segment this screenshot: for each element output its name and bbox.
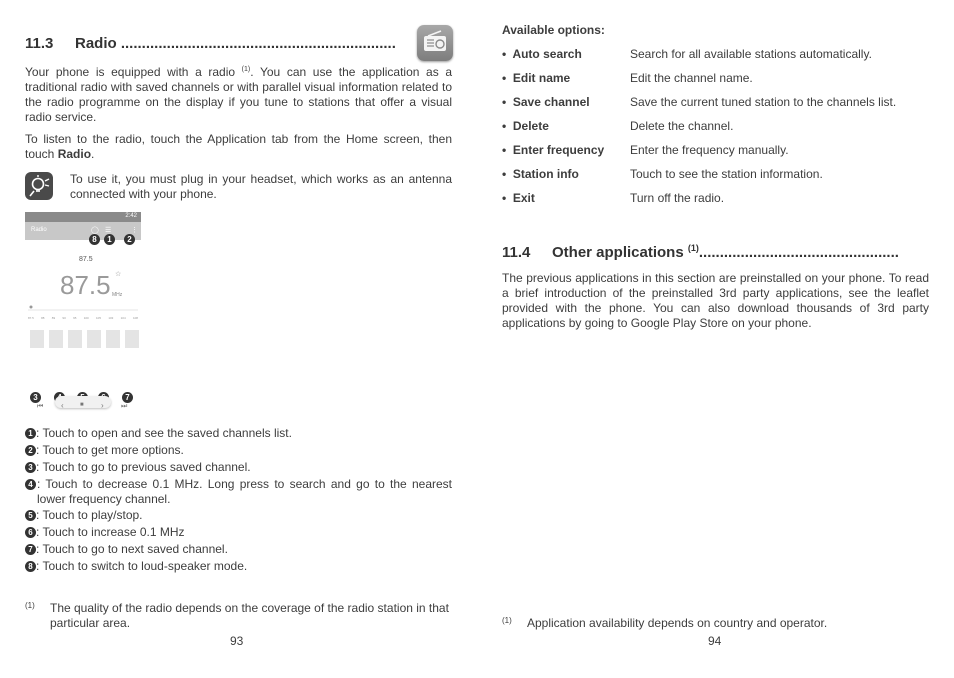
tip-text: To use it, you must plug in your headset, which works as an antenna connected with your phone. [70, 172, 452, 201]
legend-item: 3 : Touch to go to previous saved channel. [25, 460, 452, 475]
radio-screenshot [25, 212, 141, 414]
footnote-marker: (1) [502, 616, 512, 625]
section-number: 11.4 [502, 244, 531, 261]
intro-paragraph-1: Your phone is equipped with a radio $^{(1)}$. You can use the application as a traditional radio with saved channels or with parallel visual information related to the radio programme on the display if you tune to stations that offer a visual radio service. [25, 65, 453, 124]
legend-item: 2 : Touch to get more options. [25, 443, 452, 458]
section-heading-radio [25, 35, 417, 52]
previous-channel-icon[interactable]: ⏮ [37, 403, 44, 410]
footnote-ref: (1) [241, 66, 251, 73]
callout-8: 8 [89, 234, 100, 245]
ruler-label: 90 [62, 316, 66, 320]
footnote [502, 616, 929, 631]
preset-slot[interactable] [30, 330, 44, 348]
frequency-small: 87.5 [79, 256, 93, 263]
next-channel-icon[interactable]: ⏭ [121, 403, 128, 410]
legend-item: 1 : Touch to open and see the saved channels list. [25, 426, 452, 441]
legend-item: 7 : Touch to go to next saved channel. [25, 542, 452, 557]
ruler-label: 108 [132, 316, 138, 320]
preset-slot[interactable] [106, 330, 120, 348]
options-heading: Available options: [502, 23, 605, 37]
section-heading-other-apps [502, 243, 929, 261]
legend-item: 8 : Touch to switch to loud-speaker mode. [25, 559, 452, 574]
preset-slot[interactable] [49, 330, 63, 348]
footnote-ref: (1) [687, 243, 699, 253]
preset-slot[interactable] [68, 330, 82, 348]
footnote-text: The quality of the radio depends on the coverage of the radio station in that particular area. [50, 601, 449, 630]
page-number: 93 [230, 634, 244, 648]
callout-2: 2 [124, 234, 135, 245]
page-right: Available options: • Auto search Search for all available stations automatically. • Edit name Edit the channel name. • Save channel Save the current tuned station to the channels list. • Delete Delete the channel. • Enter frequency Enter the frequency manually. • Station info Touch to see the station information. • Exit Turn off the radio. 11.4 Other applications $^{(1)}$................................................ The previous applications in this section are preinstalled on your phone. To read a brief introduction of the preinstalled 3rd party applications, see the leaflet provided with the phone. You can also download thousands of 3rd party applications by going to Google Play Store on your phone. (1) Application availability depends on country and operator. 94 [502, 23, 929, 648]
intro-paragraph-2: To listen to the radio, touch the Application tab from the Home screen, then touch Radio. [25, 132, 452, 161]
legend-item: 4 : Touch to decrease 0.1 MHz. Long press to search and go to the nearest lower frequency channel. [25, 477, 452, 507]
footnote-marker: (1) [25, 601, 35, 610]
frequency-display: 87.5 [60, 270, 111, 300]
frequency-unit: MHz [112, 292, 123, 298]
legend-item: 6 : Touch to increase 0.1 MHz [25, 525, 452, 540]
tip-icon [25, 172, 53, 200]
footnote-text: Application availability depends on country and operator. [527, 616, 828, 630]
decrease-frequency-icon[interactable]: ‹ [61, 401, 64, 410]
lightbulb-icon [25, 172, 53, 200]
ruler-label: 105 [96, 316, 102, 320]
app-title: Radio [31, 227, 47, 233]
ruler-label: 100 [83, 316, 89, 320]
callout-3: 3 [30, 392, 41, 403]
ruler-label: 89 [51, 316, 56, 320]
section-number: 11.3 [25, 35, 54, 52]
footnote [25, 601, 452, 631]
preset-slot[interactable] [125, 330, 139, 348]
callout-1: 1 [104, 234, 115, 245]
play-stop-icon[interactable]: ■ [80, 402, 84, 408]
ruler-label: 104 [120, 316, 126, 320]
ruler-labels [28, 316, 138, 320]
favorite-star-icon[interactable]: ☆ [115, 271, 122, 278]
preset-slot[interactable] [87, 330, 101, 348]
page-left [25, 20, 452, 660]
section-title-dots: ................................................ [698, 244, 899, 261]
ruler-label: 87.5 [28, 316, 34, 320]
section-title: Radio .................................................................. [75, 35, 396, 52]
section-title: Other applications [552, 244, 684, 261]
radio-icon [417, 25, 453, 61]
ruler-label: 95 [73, 316, 77, 320]
legend-item: 5 : Touch to play/stop. [25, 508, 452, 523]
ruler-label: 103 [108, 316, 114, 320]
more-options-icon[interactable]: ⋮ [131, 227, 138, 234]
page-number: 94 [708, 634, 722, 648]
callout-7: 7 [122, 392, 133, 403]
headset-icon[interactable]: ◯ [91, 227, 99, 234]
list-icon[interactable]: ☰ [105, 227, 112, 234]
increase-frequency-icon[interactable]: › [101, 401, 104, 410]
radio-bold-word: Radio [57, 147, 92, 161]
ruler-label: 88 [41, 316, 45, 320]
radio-app-icon [417, 25, 453, 61]
status-bar [25, 212, 141, 222]
status-time: 2:42 [125, 213, 137, 219]
other-apps-paragraph: The previous applications in this section are preinstalled on your phone. To read a brief introduction of the preinstalled 3rd party applications, see the leaflet provided with the phone. You can also download thousands of 3rd party applications by going to Google Play Store on your phone. [502, 271, 929, 330]
